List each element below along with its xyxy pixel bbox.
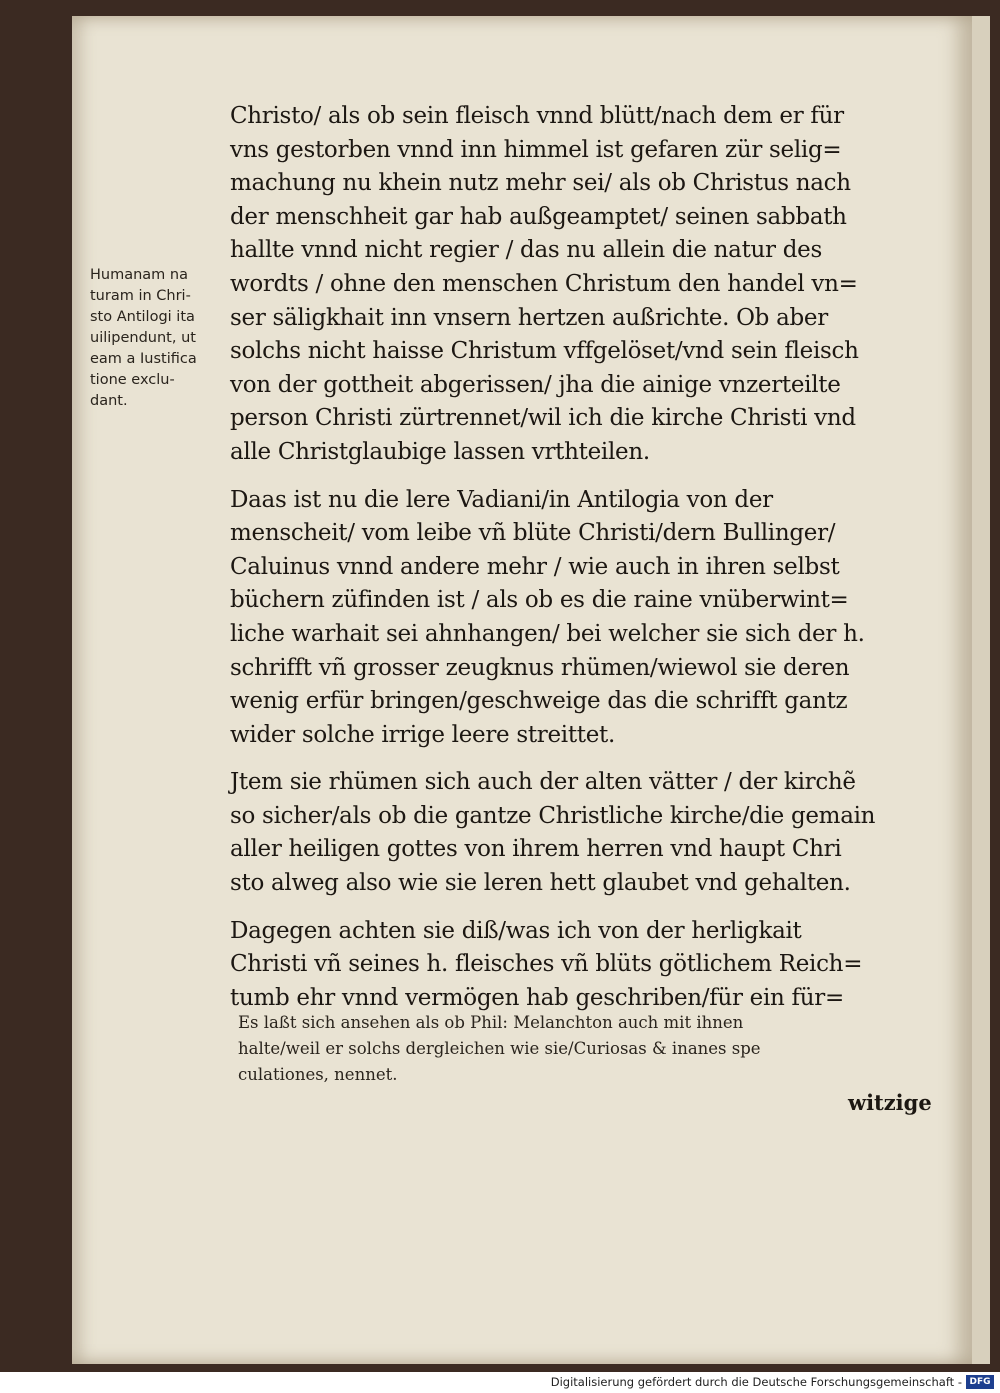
paragraph-2 [230, 484, 930, 753]
margin-line: Humanam na [90, 267, 188, 283]
margin-line: turam in Chri- [90, 288, 191, 304]
margin-line: tione exclu- [90, 372, 175, 388]
text-line: machung nu khein nutz mehr sei/ als ob Christus nach [230, 170, 851, 197]
text-line: Dagegen achten sie diß/was ich von der herligkait [230, 917, 802, 944]
text-line: büchern züfinden ist / als ob es die raine vnüberwint= [230, 587, 849, 614]
text-line: wider solche irrige leere streittet. [230, 721, 616, 748]
margin-line: dant. [90, 393, 128, 409]
text-line: der menschheit gar hab außgeamptet/ seinen sabbath [230, 203, 847, 230]
text-line: alle Christglaubige lassen vrthteilen. [230, 438, 650, 465]
text-line: vns gestorben vnnd inn himmel ist gefaren zür selig= [230, 136, 842, 163]
text-line: Christo/ als ob sein fleisch vnnd blütt/nach dem er für [230, 103, 844, 129]
text-line: sto alweg also wie sie leren hett glaubet vnd gehalten. [230, 870, 851, 897]
text-line: so sicher/als ob die gantze Christliche kirche/die gemain [230, 802, 876, 829]
text-line: menscheit/ vom leibe vñ blüte Christi/dern Bullinger/ [230, 520, 836, 547]
page-edge [972, 16, 990, 1364]
footnote-line: Es laßt sich ansehen als ob Phil: Melanchton auch mit ihnen [238, 1013, 744, 1032]
text-line: wenig erfür bringen/geschweige das die schrifft gantz [230, 688, 848, 715]
paragraph-1 [230, 100, 930, 470]
text-line: person Christi zürtrennet/wil ich die kirche Christi vnd [230, 405, 856, 432]
text-line: tumb ehr vnnd vermögen hab geschriben/für ein für= [230, 984, 844, 1011]
text-line: aller heiligen gottes von ihrem herren vnd haupt Chri [230, 836, 842, 863]
footnote [238, 1010, 938, 1088]
text-line: Jtem sie rhümen sich auch der alten vätter / der kirchẽ [230, 769, 856, 796]
footnote-line: culationes, nennet. [238, 1065, 398, 1084]
text-line: liche warhait sei ahnhangen/ bei welcher sie sich der h. [230, 620, 865, 647]
credit-text: Digitalisierung gefördert durch die Deutsche Forschungsgemeinschaft - [550, 1375, 962, 1389]
text-line: schrifft vñ grosser zeugknus rhümen/wiewol sie deren [230, 654, 850, 681]
catchword: witzige [848, 1090, 932, 1115]
text-line: von der gottheit abgerissen/ jha die ainige vnzerteilte [230, 371, 841, 398]
margin-line: uilipendunt, ut [90, 330, 196, 346]
text-line: ser säligkhait inn vnsern hertzen außrichte. Ob aber [230, 304, 828, 331]
paragraph-4 [230, 915, 930, 1016]
text-line: Caluinus vnnd andere mehr / wie auch in ihren selbst [230, 553, 840, 580]
text-line: Daas ist nu die lere Vadiani/in Antilogia von der [230, 486, 773, 513]
main-text-block [230, 100, 930, 1015]
marginal-note [90, 265, 230, 412]
footnote-line: halte/weil er solchs dergleichen wie sie/Curiosas & inanes spe [238, 1039, 761, 1058]
text-line: wordts / ohne den menschen Christum den handel vn= [230, 270, 858, 297]
text-line: hallte vnnd nicht regier / das nu allein die natur des [230, 237, 822, 264]
paragraph-3 [230, 766, 930, 900]
margin-line: eam a Iustifica [90, 351, 197, 367]
dfg-logo-icon: DFG [966, 1375, 994, 1389]
text-line: Christi vñ seines h. fleisches vñ blüts götlichem Reich= [230, 951, 863, 978]
margin-line: sto Antilogi ita [90, 309, 195, 325]
credit-bar [0, 1372, 1000, 1393]
text-line: solchs nicht haisse Christum vffgelöset/vnd sein fleisch [230, 338, 859, 365]
